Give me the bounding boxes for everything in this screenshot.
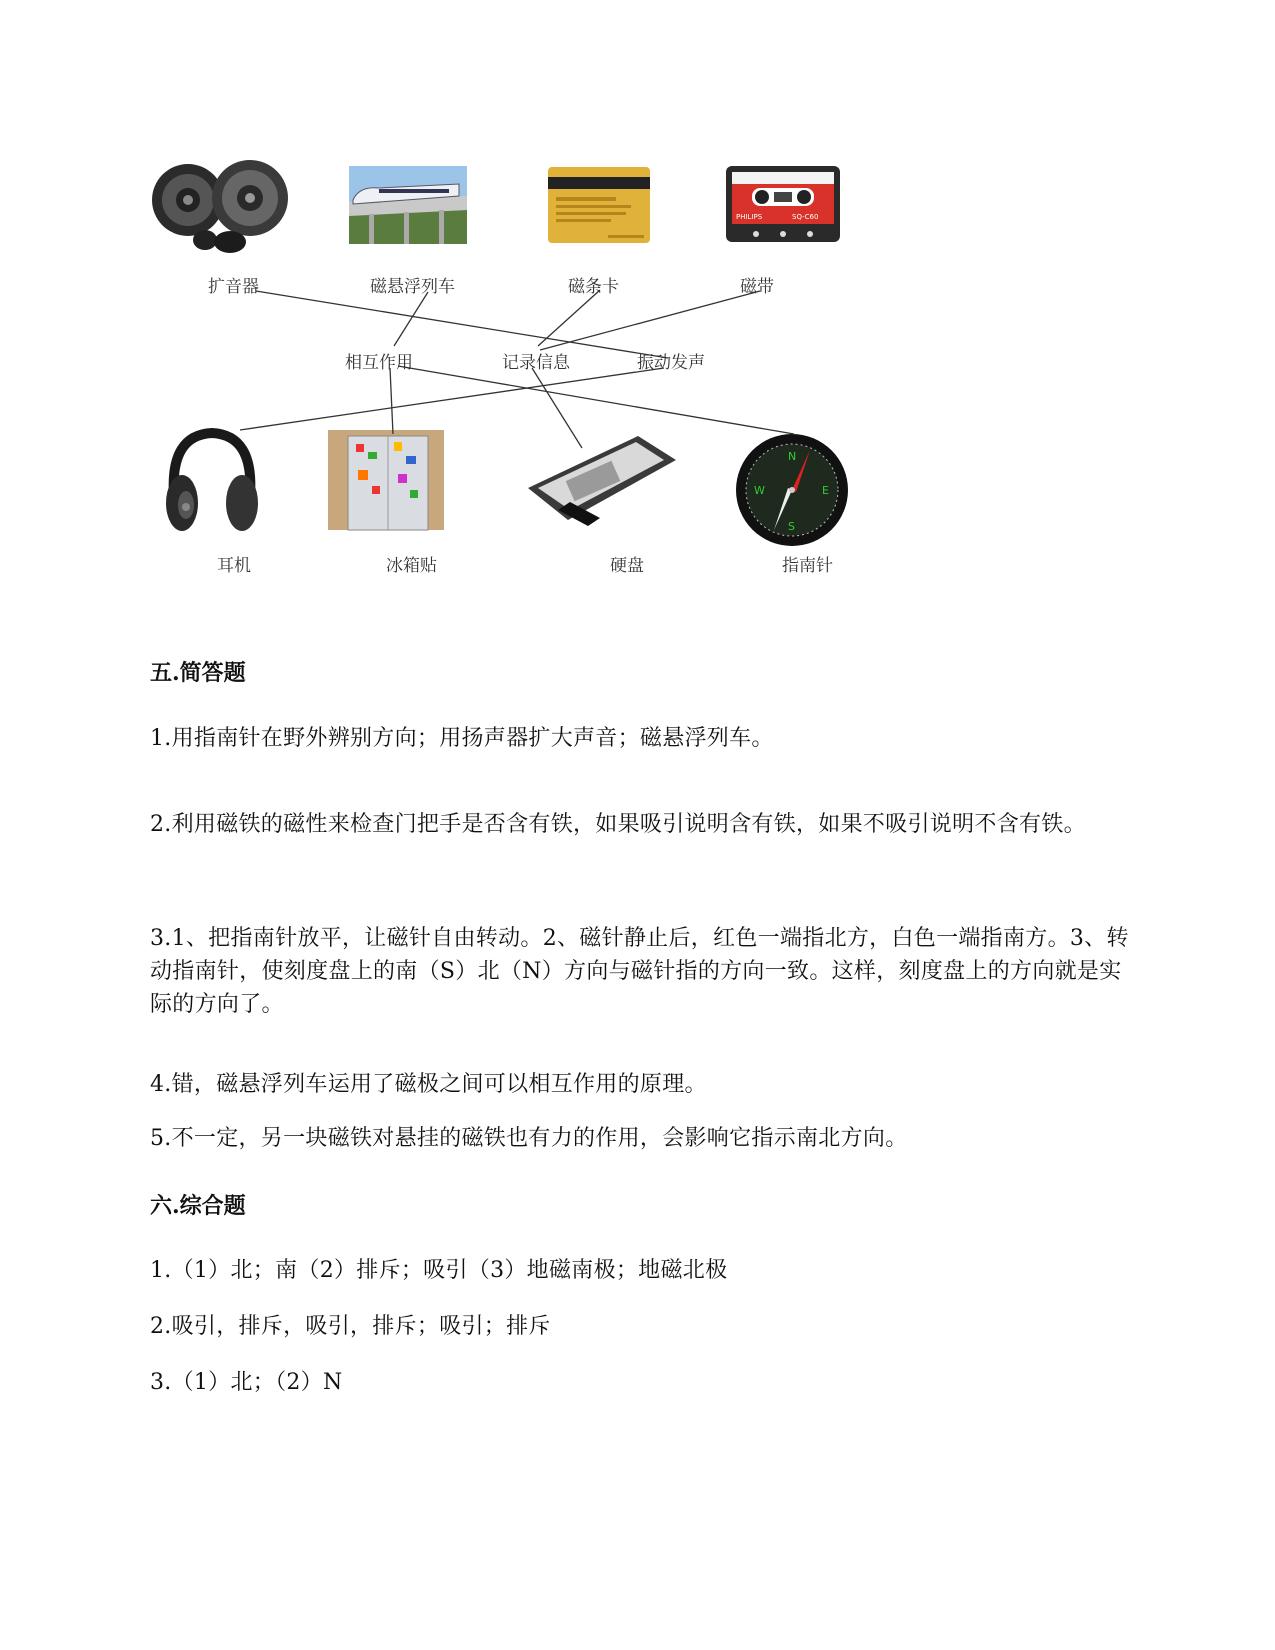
label-vibrate-sound: 振动发声 [637, 353, 705, 373]
answer-5-2: 2.利用磁铁的磁性来检查门把手是否含有铁，如果吸引说明含有铁，如果不吸引说明不含有铁。 [150, 812, 1086, 837]
label-loudspeaker: 扩音器 [208, 277, 259, 297]
line-maglev-interaction [394, 292, 428, 346]
label-fridge-magnet: 冰箱贴 [386, 556, 437, 576]
answer-5-1: 1.用指南针在野外辨别方向；用扬声器扩大声音；磁悬浮列车。 [150, 726, 774, 751]
svg-text:E: E [822, 484, 829, 497]
line-fridge-interaction [390, 368, 393, 434]
line-card-record [538, 290, 600, 346]
answer-6-2: 2.吸引，排斥，吸引，排斥；吸引；排斥 [150, 1314, 551, 1339]
line-cassette-record [540, 291, 760, 350]
label-cassette-tape: 磁带 [740, 277, 774, 297]
section-heading-comprehensive: 六.综合题 [150, 1193, 246, 1219]
svg-text:PHILIPS: PHILIPS [736, 213, 763, 221]
line-loudspeaker-vibrate [256, 291, 668, 358]
answer-5-4: 4.错，磁悬浮列车运用了磁极之间可以相互作用的原理。 [150, 1072, 707, 1097]
line-harddisk-record [532, 368, 582, 448]
label-maglev-train: 磁悬浮列车 [370, 277, 455, 297]
line-headphones-vibrate [240, 368, 664, 430]
answer-6-3: 3.（1）北；（2）N [150, 1370, 343, 1395]
label-hard-disk: 硬盘 [610, 556, 644, 576]
answer-6-1: 1.（1）北；南（2）排斥；吸引（3）地磁南极；地磁北极 [150, 1258, 728, 1283]
svg-text:SQ-C60: SQ-C60 [792, 213, 819, 221]
matching-lines [0, 0, 1275, 700]
answer-5-5: 5.不一定，另一块磁铁对悬挂的磁铁也有力的作用，会影响它指示南北方向。 [150, 1126, 908, 1151]
label-interaction: 相互作用 [345, 353, 413, 373]
label-compass: 指南针 [782, 556, 833, 576]
svg-text:S: S [788, 520, 795, 533]
svg-text:N: N [788, 450, 797, 463]
label-record-info: 记录信息 [502, 353, 570, 373]
label-headphones: 耳机 [217, 556, 251, 576]
line-compass-interaction [398, 366, 794, 434]
svg-text:W: W [754, 484, 765, 497]
label-magnetic-card: 磁条卡 [568, 277, 619, 297]
section-heading-short-answer: 五.简答题 [150, 660, 246, 686]
answer-5-3: 3.1、把指南针放平，让磁针自由转动。2、磁针静止后，红色一端指北方，白色一端指南方。3、转动指南针，使刻度盘上的南（S）北（N）方向与磁针指的方向一致。这样，刻度盘上的方向就是实际的方向了。 [150, 926, 1129, 1017]
